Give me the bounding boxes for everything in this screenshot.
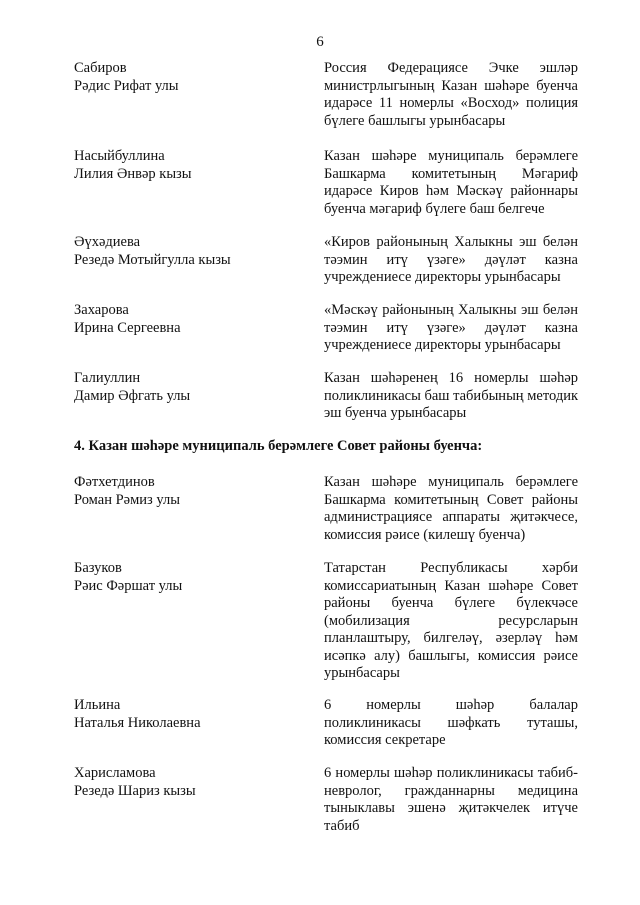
member-surname: Галиуллин	[74, 370, 141, 386]
member-name	[74, 765, 304, 800]
member-position: Татарстан Республикасы хәрби комиссариатының Казан шәһәре Совет районы буенча бүлеге бүлекчәсе (мобилизация ресурсларын планлаштыру, билгеләү, әзерләү һәм исәпкә алу) башлыгы, комиссия рәисе урынбасары	[324, 560, 578, 681]
member-surname: Фәтхетдинов	[74, 474, 155, 490]
member-surname: Әүхәдиева	[74, 234, 141, 250]
member-name	[74, 148, 304, 183]
member-name	[74, 474, 304, 509]
member-surname: Харисламова	[74, 765, 156, 781]
member-name	[74, 370, 304, 405]
member-position: Россия Федерациясе Эчке эшләр министрлыгының Казан шәһәре буенча идарәсе 11 номерлы «Восход» полиция бүлеге башлыгы урынбасары	[324, 60, 578, 129]
member-given-name: Рәис Фәршат улы	[74, 577, 183, 594]
member-surname: Насыйбуллина	[74, 148, 165, 164]
member-name	[74, 560, 304, 595]
member-given-name: Рәдис Рифат улы	[74, 77, 179, 94]
section-heading: 4. Казан шәһәре муниципаль берәмлеге Совет районы буенча:	[74, 438, 483, 454]
member-given-name: Роман Рәмиз улы	[74, 491, 180, 508]
member-name	[74, 697, 304, 732]
member-position: 6 номерлы шәһәр поликлиникасы табиб-невролог, гражданнарны медицина тыныклавы эшенә җитәкчелек итүче табиб	[324, 765, 578, 834]
member-given-name: Наталья Николаевна	[74, 714, 201, 731]
member-position: «Киров районының Халыкны эш белән тәэмин итү үзәге» дәүләт казна учреждениесе директоры урынбасары	[324, 234, 578, 285]
member-given-name: Лилия Әнвәр кызы	[74, 165, 192, 182]
page-number: 6	[316, 34, 324, 50]
member-surname: Сабиров	[74, 60, 127, 76]
member-surname: Захарова	[74, 302, 129, 318]
member-position: Казан шәһәренең 16 номерлы шәһәр поликлиникасы баш табибының методик эш буенча урынбасары	[324, 370, 578, 421]
member-given-name: Резедә Шариз кызы	[74, 782, 196, 799]
member-position: «Мәскәү районының Халыкны эш белән тәэмин итү үзәге» дәүләт казна учреждениесе директоры урынбасары	[324, 302, 578, 353]
member-name	[74, 60, 304, 95]
member-given-name: Ирина Сергеевна	[74, 319, 181, 336]
member-position: Казан шәһәре муниципаль берәмлеге Башкарма комитетының Мәгариф идарәсе Киров һәм Мәскәү районнары буенча мәгариф бүлеге баш белгече	[324, 148, 578, 217]
member-surname: Ильина	[74, 697, 121, 713]
member-given-name: Дамир Әфгать улы	[74, 387, 191, 404]
member-name	[74, 234, 304, 269]
member-position: 6 номерлы шәһәр балалар поликлиникасы шәфкать туташы, комиссия секретаре	[324, 697, 578, 748]
member-position: Казан шәһәре муниципаль берәмлеге Башкарма комитетының Совет районы администрациясе аппараты җитәкчесе, комиссия рәисе (килешү буенча)	[324, 474, 578, 543]
member-given-name: Резедә Мотыйгулла кызы	[74, 251, 231, 268]
member-surname: Базуков	[74, 560, 122, 576]
member-name	[74, 302, 304, 337]
